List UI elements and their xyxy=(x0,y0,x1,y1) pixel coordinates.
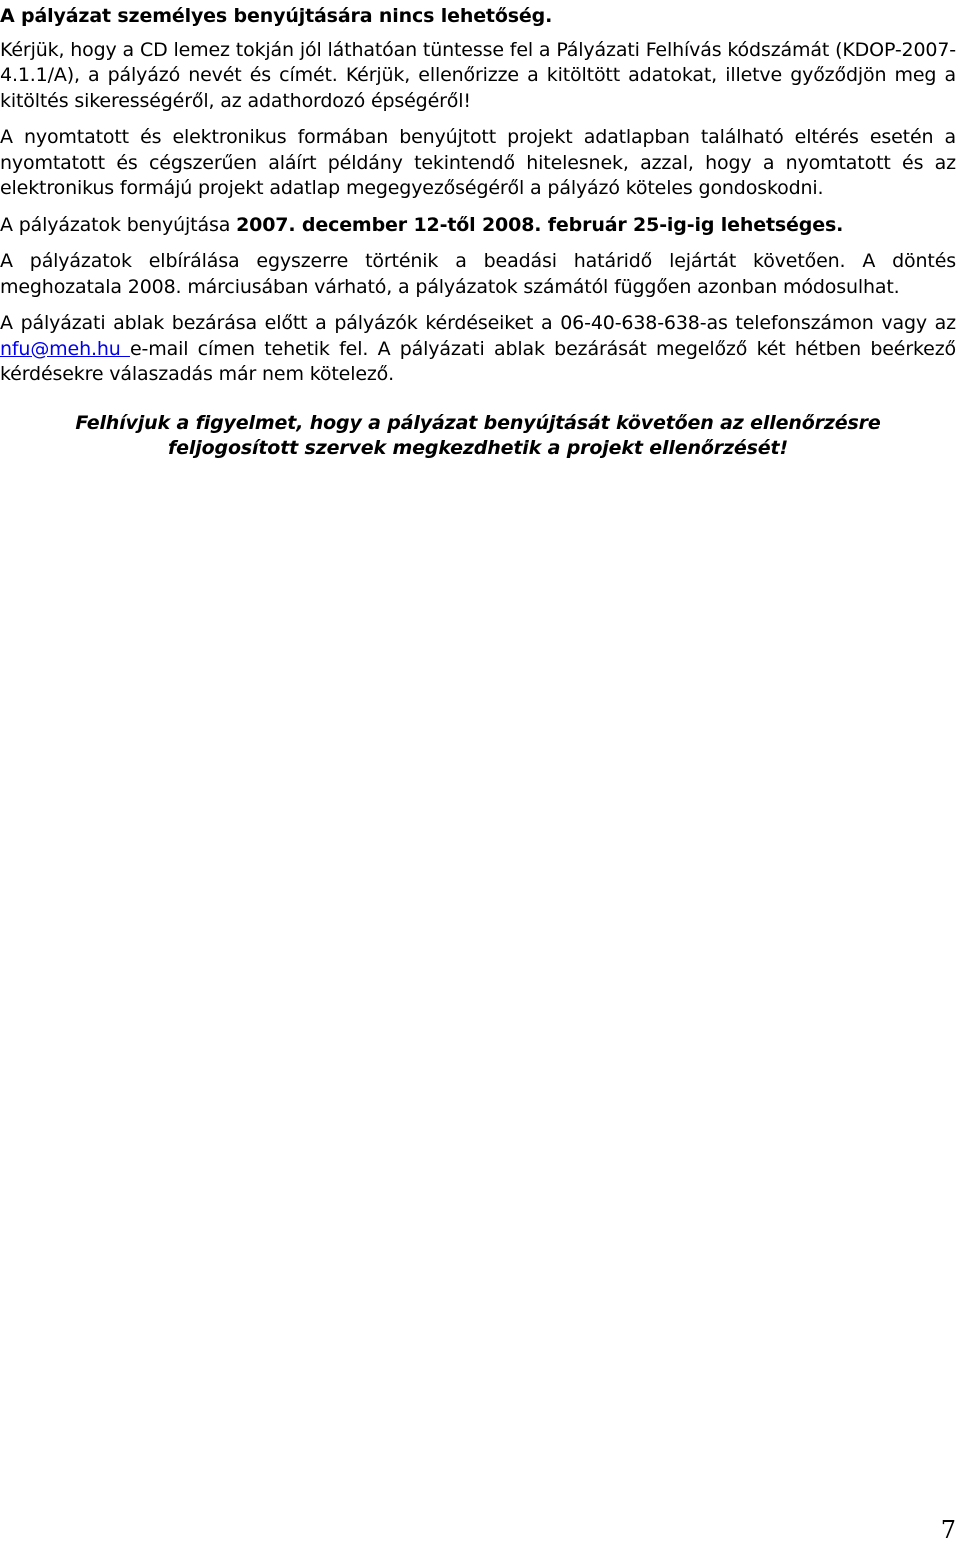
evaluation-paragraph: A pályázatok elbírálása egyszerre történik a beadási határidő lejártát követően. A döntés meghozatala 2008. márciusában várható, a pályázatok számától függően azonban módosulhat. xyxy=(0,250,956,298)
submission-prefix: A pályázatok benyújtása xyxy=(0,213,237,236)
form-discrepancy-paragraph: A nyomtatott és elektronikus formában benyújtott projekt adatlapban található eltérés esetén a nyomtatott és cégszerűen aláírt példány tekintendő hitelesnek, azzal, hogy a nyomtatott és az elektronikus formájú projekt adatlap megegyezőségéről a pályázó köteles gondoskodni. xyxy=(0,126,956,199)
email-link[interactable]: nfu@meh.hu xyxy=(0,337,130,360)
contact-text-before: A pályázati ablak bezárása előtt a pályázók kérdéseiket a 06-40-638-638-as telefonszámon vagy az xyxy=(0,312,956,334)
submission-period-paragraph xyxy=(0,213,956,239)
cd-instructions-paragraph: Kérjük, hogy a CD lemez tokján jól láthatóan tüntesse fel a Pályázati Felhívás kódszámát (KDOP-2007-4.1.1/A), a pályázó nevét és címét. Kérjük, ellenőrizze a kitöltött adatokat, illetve győződjön meg a kitöltés sikerességéről, az adathordozó épségéről! xyxy=(0,38,956,112)
page-number: 7 xyxy=(940,1516,956,1544)
attention-callout: Felhívjuk a figyelmet, hogy a pályázat benyújtását követően az ellenőrzésre feljogosított szervek megkezdhetik a projekt ellenőrzését! xyxy=(75,411,881,459)
document-body xyxy=(0,4,956,473)
contact-text-after: e-mail címen tehetik fel. A pályázati ablak bezárását megelőző két hétben beérkező kérdésekre válaszadás már nem kötelező. xyxy=(0,337,956,385)
section-heading: A pályázat személyes benyújtására nincs lehetőség. xyxy=(0,5,553,27)
contact-paragraph xyxy=(0,311,956,388)
submission-dates: 2007. december 12-től 2008. február 25-ig-ig lehetséges. xyxy=(236,213,844,236)
